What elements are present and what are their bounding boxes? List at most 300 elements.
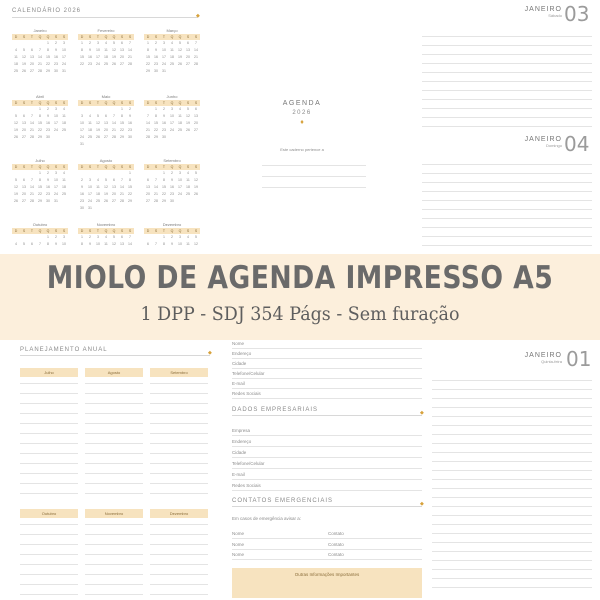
calendar-month <box>78 158 134 212</box>
calendar-weekday: S <box>22 165 26 169</box>
calendar-month-name: Março <box>166 28 178 33</box>
calendar-weekday: T <box>162 101 166 105</box>
calendar-day: 10 <box>178 178 182 182</box>
calendar-day: 17 <box>54 121 58 125</box>
calendar-day: 20 <box>194 121 198 125</box>
calendar-weekday: S <box>54 165 58 169</box>
calendar-day: 15 <box>154 121 158 125</box>
calendar-day: 29 <box>46 69 50 73</box>
calendar-day: 13 <box>104 121 108 125</box>
calendar-day: 15 <box>38 121 42 125</box>
calendar-day: 21 <box>128 55 132 59</box>
calendar-day: 24 <box>178 192 182 196</box>
business-field-line <box>232 468 422 469</box>
ruled-line <box>422 72 592 73</box>
ruled-line <box>432 479 592 480</box>
calendar-days <box>144 234 200 248</box>
calendar-day: 3 <box>97 41 99 45</box>
calendar-day: 30 <box>46 135 50 139</box>
planning-line <box>85 574 143 575</box>
calendar-day: 3 <box>63 235 65 239</box>
calendar-day: 18 <box>88 128 92 132</box>
personal-field-label: Cidade <box>232 361 247 366</box>
calendar-day: 19 <box>104 192 108 196</box>
planning-line <box>150 534 208 535</box>
calendar-day: 7 <box>31 114 33 118</box>
emergency-line <box>232 549 422 550</box>
planning-line <box>20 594 78 595</box>
calendar-day: 12 <box>194 242 198 246</box>
calendar-day: 20 <box>104 128 108 132</box>
calendar-weekday: Q <box>112 165 116 169</box>
planning-line <box>85 524 143 525</box>
calendar-day: 21 <box>38 62 42 66</box>
calendar-day: 17 <box>178 185 182 189</box>
calendar-day: 8 <box>147 48 149 52</box>
calendar-day: 8 <box>47 242 49 246</box>
planning-line <box>150 433 208 434</box>
planning-month-box: Novembro <box>85 509 143 518</box>
planning-line <box>20 393 78 394</box>
calendar-weekday: D <box>146 165 150 169</box>
calendar-day: 11 <box>170 48 174 52</box>
calendar-day: 6 <box>31 242 33 246</box>
calendar-marker-icon: ◆ <box>196 13 200 19</box>
calendar-month <box>144 222 200 248</box>
ruled-line <box>422 227 592 228</box>
calendar-day: 26 <box>14 199 18 203</box>
product-banner <box>0 254 600 340</box>
calendar-day: 2 <box>89 235 91 239</box>
calendar-blank <box>86 106 94 113</box>
calendar-day: 27 <box>104 135 108 139</box>
business-field-label: Telefone/Celular <box>232 461 265 466</box>
calendar-day: 22 <box>46 62 50 66</box>
planning-line <box>20 544 78 545</box>
calendar-day: 12 <box>22 55 26 59</box>
calendar-day: 7 <box>155 178 157 182</box>
ruled-line <box>422 90 592 91</box>
calendar-day: 28 <box>128 62 132 66</box>
calendar-day: 22 <box>154 128 158 132</box>
calendar-weekday: S <box>22 229 26 233</box>
calendar-day: 31 <box>162 69 166 73</box>
day-month: JANEIRO <box>524 352 562 359</box>
calendar-blank <box>102 170 110 177</box>
emergency-name-label: Nome <box>232 542 245 547</box>
ruled-line <box>432 515 592 516</box>
calendar-day: 15 <box>38 185 42 189</box>
calendar-blank <box>102 106 110 113</box>
calendar-weekday: D <box>80 165 84 169</box>
calendar-day: 1 <box>155 107 157 111</box>
calendar-day: 7 <box>195 41 197 45</box>
ruled-line <box>432 524 592 525</box>
business-field-line <box>232 479 422 480</box>
calendar-day: 13 <box>22 185 26 189</box>
calendar-days <box>78 170 134 212</box>
calendar-blank <box>28 234 36 241</box>
calendar-weekday: S <box>186 35 190 39</box>
calendar-blank <box>12 40 20 47</box>
calendar-weekday: Q <box>104 35 108 39</box>
calendar-day: 12 <box>104 185 108 189</box>
calendar-day: 28 <box>30 199 34 203</box>
business-field-label: E-mail <box>232 472 245 477</box>
calendar-day: 11 <box>62 178 66 182</box>
calendar-weekday: D <box>146 229 150 233</box>
planning-line <box>85 493 143 494</box>
planning-line <box>150 564 208 565</box>
ruled-line <box>432 488 592 489</box>
planning-line <box>85 403 143 404</box>
calendar-weekday: S <box>186 101 190 105</box>
business-field-label: Cidade <box>232 450 247 455</box>
day-month: JANEIRO <box>524 6 562 13</box>
calendar-day: 30 <box>154 69 158 73</box>
calendar-day: 5 <box>195 235 197 239</box>
calendar-day: 13 <box>112 185 116 189</box>
calendar-day: 3 <box>163 41 165 45</box>
calendar-day: 5 <box>187 107 189 111</box>
ruled-line <box>422 182 592 183</box>
calendar-month <box>12 222 68 248</box>
ruled-line <box>432 506 592 507</box>
ruled-line <box>422 54 592 55</box>
business-field-label: Empresa <box>232 428 251 433</box>
business-title: DADOS EMPRESARIAIS <box>232 407 319 413</box>
ruled-line <box>432 389 592 390</box>
calendar-weekday: T <box>162 165 166 169</box>
calendar-day: 27 <box>186 62 190 66</box>
ruled-line <box>422 117 592 118</box>
calendar-days <box>144 106 200 141</box>
ruled-line <box>432 497 592 498</box>
calendar-day: 27 <box>120 62 124 66</box>
calendar-day: 22 <box>146 62 150 66</box>
calendar-day: 6 <box>147 178 149 182</box>
calendar-weekday: S <box>128 101 132 105</box>
calendar-day: 15 <box>146 55 150 59</box>
ruled-line <box>432 380 592 381</box>
calendar-day: 1 <box>147 41 149 45</box>
calendar-day: 10 <box>62 48 66 52</box>
calendar-day: 31 <box>54 199 58 203</box>
calendar-weekday: S <box>128 229 132 233</box>
day-number: 01 <box>566 347 592 371</box>
calendar-weekday: Q <box>178 165 182 169</box>
calendar-day: 1 <box>163 171 165 175</box>
calendar-blank <box>12 234 20 241</box>
calendar-day: 15 <box>162 185 166 189</box>
calendar-blank <box>144 170 152 177</box>
planning-line <box>85 554 143 555</box>
calendar-day: 25 <box>170 62 174 66</box>
calendar-day: 16 <box>170 185 174 189</box>
calendar-day: 27 <box>112 199 116 203</box>
calendar-day: 31 <box>62 69 66 73</box>
calendar-blank <box>20 40 28 47</box>
calendar-weekday: T <box>96 35 100 39</box>
calendar-day: 4 <box>171 41 173 45</box>
calendar-weekday: Q <box>46 35 50 39</box>
calendar-day: 17 <box>54 185 58 189</box>
calendar-month <box>78 94 134 148</box>
calendar-month-name: Janeiro <box>33 28 47 33</box>
personal-field-label: Nome <box>232 341 245 346</box>
calendar-day: 18 <box>178 121 182 125</box>
planning-line <box>85 453 143 454</box>
calendar-day: 26 <box>22 69 26 73</box>
personal-field-line <box>232 368 422 369</box>
calendar-day: 28 <box>194 62 198 66</box>
planning-line <box>20 443 78 444</box>
calendar-weekday: S <box>120 35 124 39</box>
calendar-day: 4 <box>15 48 17 52</box>
calendar-day: 5 <box>179 41 181 45</box>
calendar-day: 28 <box>30 135 34 139</box>
calendar-day: 12 <box>186 114 190 118</box>
calendar-day: 9 <box>129 114 131 118</box>
calendar-days <box>78 234 134 248</box>
calendar-blank <box>86 170 94 177</box>
calendar-weekday: T <box>30 229 34 233</box>
calendar-day: 13 <box>22 121 26 125</box>
calendar-weekday: Q <box>46 165 50 169</box>
calendar-day: 5 <box>105 178 107 182</box>
calendar-day: 15 <box>80 55 84 59</box>
calendar-month-name: Dezembro <box>162 222 182 227</box>
ruled-line <box>432 533 592 534</box>
planning-month-box: Setembro <box>150 368 208 377</box>
calendar-blank <box>144 234 152 241</box>
calendar-day: 19 <box>14 128 18 132</box>
calendar-day: 5 <box>15 178 17 182</box>
calendar-day: 29 <box>154 135 158 139</box>
calendar-day: 9 <box>47 114 49 118</box>
calendar-weekday: D <box>14 229 18 233</box>
calendar-day: 23 <box>54 62 58 66</box>
cover-line <box>262 187 366 188</box>
calendar-day: 23 <box>170 192 174 196</box>
calendar-day: 14 <box>194 48 198 52</box>
ruled-line <box>432 569 592 570</box>
calendar-blank <box>110 106 118 113</box>
calendar-month <box>12 158 68 205</box>
calendar-blank <box>12 170 20 177</box>
calendar-weekday: S <box>194 229 198 233</box>
calendar-month-name: Outubro <box>32 222 48 227</box>
calendar-weekday: S <box>62 229 66 233</box>
planning-month-box: Dezembro <box>150 509 208 518</box>
calendar-weekday: S <box>154 101 158 105</box>
calendar-day: 16 <box>54 55 58 59</box>
ruled-line <box>422 126 592 127</box>
calendar-weekday: Q <box>170 165 174 169</box>
planning-line <box>20 524 78 525</box>
calendar-weekday: T <box>30 165 34 169</box>
calendar-day: 19 <box>194 185 198 189</box>
calendar-day: 11 <box>96 185 100 189</box>
calendar-blank <box>78 106 86 113</box>
calendar-day: 22 <box>38 128 42 132</box>
calendar-day: 3 <box>179 235 181 239</box>
calendar-day: 11 <box>104 48 108 52</box>
planning-line <box>85 443 143 444</box>
calendar-day: 7 <box>31 178 33 182</box>
calendar-day: 13 <box>120 242 124 246</box>
calendar-day: 20 <box>22 192 26 196</box>
calendar-weekday: D <box>14 101 18 105</box>
calendar-day: 24 <box>62 62 66 66</box>
calendar-day: 9 <box>155 48 157 52</box>
calendar-day: 8 <box>39 178 41 182</box>
calendar-day: 20 <box>112 192 116 196</box>
calendar-weekday: Q <box>112 229 116 233</box>
calendar-day: 23 <box>46 128 50 132</box>
calendar-day: 22 <box>80 62 84 66</box>
calendar-blank <box>20 106 28 113</box>
calendar-weekday: S <box>186 229 190 233</box>
planning-month-box: Agosto <box>85 368 143 377</box>
calendar-days <box>12 40 68 75</box>
planning-line <box>85 433 143 434</box>
planning-marker-icon: ◆ <box>208 350 212 356</box>
calendar-weekday: S <box>88 101 92 105</box>
calendar-day: 27 <box>146 199 150 203</box>
calendar-weekday: S <box>54 229 58 233</box>
calendar-day: 2 <box>129 107 131 111</box>
calendar-day: 8 <box>121 114 123 118</box>
calendar-day: 24 <box>54 128 58 132</box>
calendar-weekday: S <box>88 165 92 169</box>
calendar-day: 24 <box>170 128 174 132</box>
emergency-note: Em casos de emergência avisar a: <box>232 516 302 521</box>
emergency-name-label: Nome <box>232 552 245 557</box>
cover-title: AGENDA <box>282 100 322 107</box>
personal-field-label: Redes Sociais <box>232 391 261 396</box>
calendar-day: 24 <box>88 199 92 203</box>
calendar-day: 18 <box>104 55 108 59</box>
ruled-line <box>432 398 592 399</box>
personal-field-line <box>232 358 422 359</box>
calendar-day: 11 <box>186 242 190 246</box>
calendar-weekday: S <box>194 101 198 105</box>
calendar-day: 10 <box>54 178 58 182</box>
calendar-day: 4 <box>105 235 107 239</box>
calendar-weekday: T <box>162 229 166 233</box>
calendar-weekday: Q <box>178 101 182 105</box>
calendar-weekday: T <box>162 35 166 39</box>
calendar-day: 22 <box>162 192 166 196</box>
calendar-blank <box>28 170 36 177</box>
banner-subtitle: 1 DPP - SDJ 354 Págs - Sem furação <box>140 303 460 325</box>
calendar-day: 31 <box>88 206 92 210</box>
calendar-weekday: S <box>128 165 132 169</box>
calendar-day: 6 <box>187 41 189 45</box>
calendar-month-name: Novembro <box>96 222 116 227</box>
calendar-day: 2 <box>81 178 83 182</box>
ruled-line <box>422 45 592 46</box>
calendar-day: 12 <box>178 48 182 52</box>
calendar-days <box>144 170 200 205</box>
calendar-day: 14 <box>112 121 116 125</box>
calendar-day: 19 <box>186 121 190 125</box>
calendar-day: 13 <box>186 48 190 52</box>
ruled-line <box>422 108 592 109</box>
day-weekday: Quinta-feira <box>541 359 562 364</box>
calendar-day: 9 <box>89 242 91 246</box>
planning-line <box>85 393 143 394</box>
calendar-day: 29 <box>38 199 42 203</box>
ruled-line <box>432 578 592 579</box>
personal-field-label: Telefone/Celular <box>232 371 265 376</box>
calendar-day: 7 <box>147 114 149 118</box>
calendar-day: 13 <box>30 55 34 59</box>
planning-line <box>150 463 208 464</box>
calendar-day: 1 <box>39 171 41 175</box>
planning-line <box>85 483 143 484</box>
calendar-day: 9 <box>171 178 173 182</box>
calendar-day: 12 <box>112 242 116 246</box>
planning-line <box>20 493 78 494</box>
planning-line <box>150 443 208 444</box>
ruled-line <box>432 434 592 435</box>
calendar-weekday: S <box>194 35 198 39</box>
calendar-day: 1 <box>121 107 123 111</box>
calendar-weekday: Q <box>112 35 116 39</box>
calendar-day: 6 <box>23 178 25 182</box>
calendar-day: 9 <box>47 178 49 182</box>
calendar-title-rule <box>12 17 198 18</box>
calendar-day: 6 <box>121 235 123 239</box>
calendar-day: 19 <box>112 55 116 59</box>
calendar-day: 14 <box>38 55 42 59</box>
calendar-weekday: Q <box>170 229 174 233</box>
business-field-line <box>232 490 422 491</box>
planning-line <box>85 584 143 585</box>
calendar-day: 4 <box>105 41 107 45</box>
planning-title-rule <box>20 355 210 356</box>
calendar-day: 10 <box>162 48 166 52</box>
calendar-weekday: S <box>22 101 26 105</box>
calendar-day: 14 <box>30 121 34 125</box>
calendar-day: 11 <box>14 55 18 59</box>
calendar-day: 12 <box>96 121 100 125</box>
calendar-day: 6 <box>105 114 107 118</box>
cover-line <box>262 176 366 177</box>
calendar-days <box>12 234 68 248</box>
calendar-blank <box>28 106 36 113</box>
calendar-day: 10 <box>96 48 100 52</box>
calendar-days <box>78 106 134 148</box>
calendar-day: 1 <box>39 107 41 111</box>
calendar-day: 11 <box>104 242 108 246</box>
calendar-day: 6 <box>147 242 149 246</box>
calendar-blank <box>36 234 44 241</box>
calendar-month-name: Setembro <box>163 158 181 163</box>
calendar-day: 18 <box>14 62 18 66</box>
planning-line <box>150 574 208 575</box>
calendar-day: 3 <box>55 107 57 111</box>
ruled-line <box>422 200 592 201</box>
day-month: JANEIRO <box>524 136 562 143</box>
calendar-day: 2 <box>55 41 57 45</box>
calendar-day: 8 <box>81 48 83 52</box>
ruled-line <box>422 63 592 64</box>
calendar-day: 2 <box>47 171 49 175</box>
calendar-blank <box>20 170 28 177</box>
